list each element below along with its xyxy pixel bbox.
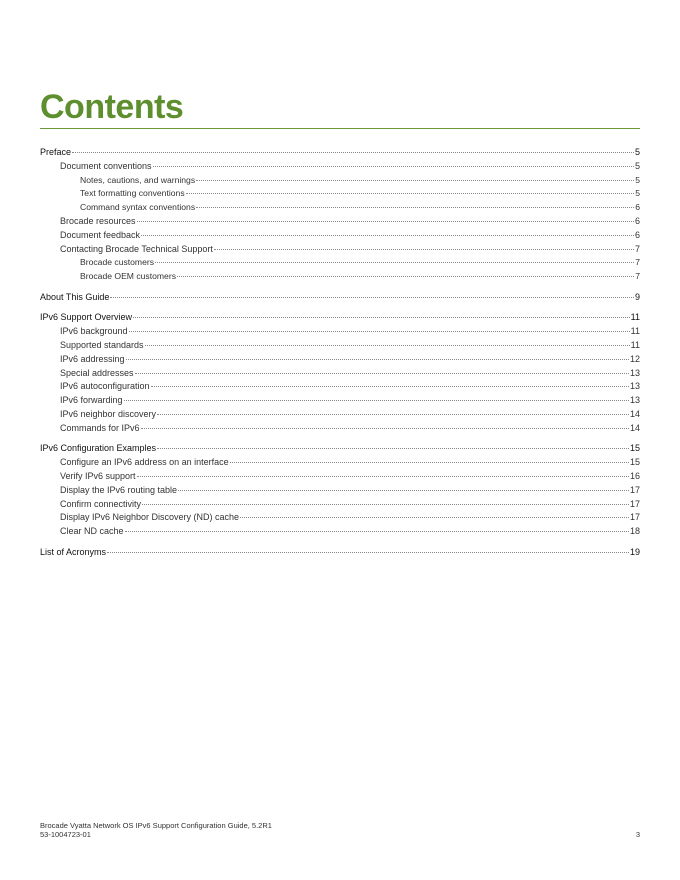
toc-entry-page: 17 <box>629 512 640 523</box>
dot-leader <box>145 345 630 346</box>
toc-entry-page: 9 <box>634 291 640 302</box>
toc-entry-page: 7 <box>635 257 640 268</box>
dot-leader <box>142 504 629 505</box>
toc-entry-title: Supported standards <box>60 339 144 350</box>
toc-entry-page: 17 <box>629 484 640 495</box>
toc-entry-title: IPv6 forwarding <box>60 395 123 406</box>
toc-entry-page: 14 <box>629 408 640 419</box>
toc-entry-title: Display IPv6 Neighbor Discovery (ND) cache <box>60 512 240 523</box>
table-of-contents <box>40 147 640 561</box>
toc-entry-title: Special addresses <box>60 367 134 378</box>
toc-entry[interactable] <box>40 471 640 485</box>
toc-entry[interactable] <box>40 340 640 354</box>
dot-leader <box>110 297 634 298</box>
toc-entry-title: Brocade customers <box>80 257 155 268</box>
dot-leader <box>129 331 630 332</box>
dot-leader <box>178 490 629 491</box>
toc-entry-page: 14 <box>629 422 640 433</box>
toc-entry[interactable] <box>40 257 640 271</box>
title-divider <box>40 128 640 129</box>
toc-entry[interactable] <box>40 161 640 175</box>
toc-entry-page: 5 <box>634 160 640 171</box>
toc-entry[interactable] <box>40 230 640 244</box>
toc-entry[interactable] <box>40 244 640 258</box>
toc-entry[interactable] <box>40 292 640 306</box>
toc-entry-page: 16 <box>629 470 640 481</box>
toc-entry-title: Clear ND cache <box>60 526 124 537</box>
dot-leader <box>125 531 629 532</box>
toc-entry-page: 6 <box>635 202 640 213</box>
toc-entry[interactable] <box>40 423 640 437</box>
toc-entry-page: 19 <box>629 546 640 557</box>
dot-leader <box>153 166 634 167</box>
toc-entry-title: Commands for IPv6 <box>60 422 140 433</box>
toc-entry-title: IPv6 Support Overview <box>40 312 133 323</box>
footer-page-number: 3 <box>635 830 640 839</box>
toc-entry-title: List of Acronyms <box>40 546 107 557</box>
toc-entry-page: 15 <box>629 457 640 468</box>
toc-entry-title: Contacting Brocade Technical Support <box>60 243 213 254</box>
toc-entry-title: IPv6 neighbor discovery <box>60 408 157 419</box>
toc-entry[interactable] <box>40 216 640 230</box>
dot-leader <box>137 221 634 222</box>
page-title: Contents <box>40 88 184 126</box>
toc-entry[interactable] <box>40 381 640 395</box>
toc-entry[interactable] <box>40 368 640 382</box>
toc-entry-title: Verify IPv6 support <box>60 470 136 481</box>
toc-entry-title: IPv6 addressing <box>60 353 125 364</box>
dot-leader <box>141 428 629 429</box>
toc-entry-title: Preface <box>40 147 72 157</box>
dot-leader <box>240 517 629 518</box>
toc-entry-title: Notes, cautions, and warnings <box>80 174 196 185</box>
dot-leader <box>214 249 634 250</box>
toc-entry-page: 7 <box>634 243 640 254</box>
toc-entry-page: 15 <box>629 443 640 454</box>
toc-entry[interactable] <box>40 175 640 189</box>
toc-entry-title: About This Guide <box>40 291 110 302</box>
toc-entry-page: 6 <box>634 215 640 226</box>
toc-entry[interactable] <box>40 271 640 285</box>
toc-entry-page: 5 <box>634 147 640 157</box>
toc-entry-page: 11 <box>630 312 640 323</box>
toc-entry[interactable] <box>40 457 640 471</box>
toc-entry-title: IPv6 Configuration Examples <box>40 443 157 454</box>
toc-entry-page: 11 <box>630 339 640 350</box>
toc-entry-title: Command syntax conventions <box>80 202 196 213</box>
toc-entry-page: 13 <box>629 395 640 406</box>
toc-entry[interactable] <box>40 547 640 561</box>
dot-leader <box>137 476 629 477</box>
toc-entry-page: 7 <box>635 271 640 282</box>
toc-entry[interactable] <box>40 526 640 540</box>
page-footer <box>40 821 640 839</box>
dot-leader <box>72 152 634 153</box>
toc-entry-page: 13 <box>629 381 640 392</box>
dot-leader <box>135 373 629 374</box>
toc-entry[interactable] <box>40 512 640 526</box>
toc-entry-page: 17 <box>629 498 640 509</box>
dot-leader <box>155 262 634 263</box>
toc-entry-page: 11 <box>630 326 640 337</box>
toc-entry[interactable] <box>40 312 640 326</box>
toc-entry-title: Configure an IPv6 address on an interface <box>60 457 229 468</box>
toc-entry-page: 5 <box>635 188 640 199</box>
dot-leader <box>196 180 634 181</box>
footer-doc-number: 53-1004723-01 <box>40 830 91 839</box>
dot-leader <box>151 386 629 387</box>
dot-leader <box>124 400 629 401</box>
dot-leader <box>230 462 629 463</box>
toc-entry[interactable] <box>40 326 640 340</box>
toc-entry-page: 5 <box>635 174 640 185</box>
toc-entry-page: 6 <box>634 229 640 240</box>
toc-entry[interactable] <box>40 485 640 499</box>
toc-entry-title: Document conventions <box>60 160 152 171</box>
dot-leader <box>133 317 630 318</box>
dot-leader <box>196 207 634 208</box>
dot-leader <box>186 193 635 194</box>
toc-entry-page: 18 <box>629 526 640 537</box>
toc-entry-title: IPv6 autoconfiguration <box>60 381 150 392</box>
toc-entry[interactable] <box>40 499 640 513</box>
toc-entry[interactable] <box>40 354 640 368</box>
toc-entry-title: Display the IPv6 routing table <box>60 484 178 495</box>
toc-entry[interactable] <box>40 147 640 161</box>
toc-entry-title: Text formatting conventions <box>80 188 185 199</box>
dot-leader <box>126 359 629 360</box>
dot-leader <box>141 235 634 236</box>
toc-entry-page: 12 <box>629 353 640 364</box>
toc-entry-title: Brocade resources <box>60 215 136 226</box>
toc-entry[interactable] <box>40 188 640 202</box>
dot-leader <box>177 276 634 277</box>
toc-entry[interactable] <box>40 202 640 216</box>
toc-entry-title: Brocade OEM customers <box>80 271 176 282</box>
dot-leader <box>157 414 629 415</box>
toc-entry[interactable] <box>40 443 640 457</box>
toc-entry-title: Document feedback <box>60 229 141 240</box>
toc-entry[interactable] <box>40 409 640 423</box>
toc-entry[interactable] <box>40 395 640 409</box>
footer-doc-title: Brocade Vyatta Network OS IPv6 Support Configuration Guide, 5.2R1 <box>40 821 272 830</box>
toc-entry-title: Confirm connectivity <box>60 498 142 509</box>
toc-entry-page: 13 <box>629 367 640 378</box>
dot-leader <box>107 552 629 553</box>
dot-leader <box>157 448 629 449</box>
toc-entry-title: IPv6 background <box>60 326 128 337</box>
